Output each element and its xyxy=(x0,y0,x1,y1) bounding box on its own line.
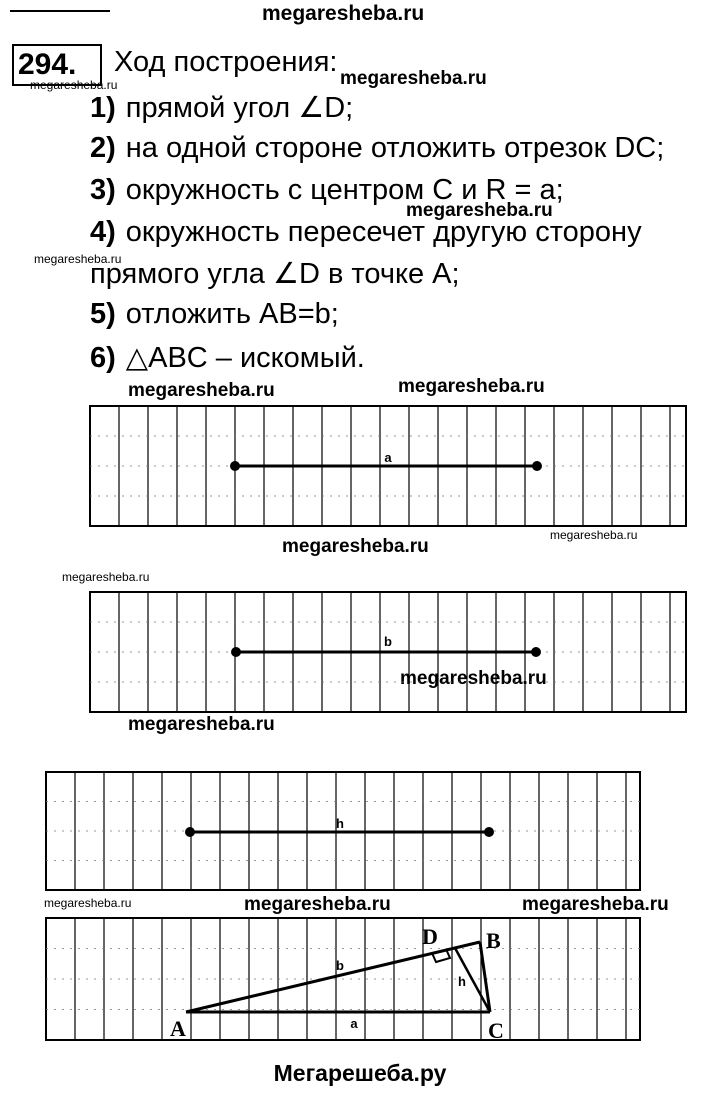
watermark: megaresheba.ru xyxy=(34,252,122,266)
grid-panel-4 xyxy=(46,918,640,1040)
watermark: megaresheba.ru xyxy=(398,376,545,397)
height-h-label: h xyxy=(458,974,466,989)
segment-a-label: a xyxy=(384,450,392,465)
watermark: megaresheba.ru xyxy=(128,380,275,401)
vertex-b-label: B xyxy=(486,928,501,953)
step-3: 3) окружность с центром C и R = a; xyxy=(90,174,564,206)
footer-brand: Мегарешеба.ру xyxy=(273,1060,447,1086)
vertex-d-label: D xyxy=(422,924,438,949)
watermark: megaresheba.ru xyxy=(406,200,553,221)
segment-b-endpoint-right xyxy=(531,647,541,657)
side-a-label: a xyxy=(350,1016,358,1031)
task-number: 294. xyxy=(12,44,102,86)
watermark: megaresheba.ru xyxy=(244,894,391,915)
segment-b-endpoint-left xyxy=(231,647,241,657)
watermark: megaresheba.ru xyxy=(30,78,118,92)
step-4: 4) окружность пересечет другую сторону xyxy=(90,216,642,248)
watermark: megaresheba.ru xyxy=(550,528,638,542)
watermark: megaresheba.ru xyxy=(62,570,150,584)
watermark: megaresheba.ru xyxy=(282,536,429,557)
vertex-c-label: C xyxy=(488,1018,504,1043)
side-b-label: b xyxy=(336,958,344,973)
step-1: 1) прямой угол ∠D; xyxy=(90,92,354,124)
side-ab xyxy=(186,942,480,1012)
segment-h-endpoint-left xyxy=(185,827,195,837)
step-6: 6) △ABC – искомый. xyxy=(90,342,365,374)
step-4-continuation: прямого угла ∠D в точке A; xyxy=(90,258,460,290)
watermark: megaresheba.ru xyxy=(128,714,275,735)
watermark: megaresheba.ru xyxy=(522,894,669,915)
segment-a-endpoint-right xyxy=(532,461,542,471)
step-5: 5) отложить AB=b; xyxy=(90,298,339,330)
watermark: megaresheba.ru xyxy=(400,668,547,689)
watermark: megaresheba.ru xyxy=(340,68,487,89)
step-2: 2) на одной стороне отложить отрезок DC; xyxy=(90,132,665,164)
segment-a-endpoint-left xyxy=(230,461,240,471)
watermark: megaresheba.ru xyxy=(44,896,132,910)
segment-h-endpoint-right xyxy=(484,827,494,837)
vertex-a-label: A xyxy=(170,1016,186,1041)
segment-b-label: b xyxy=(384,634,392,649)
watermark: megaresheba.ru xyxy=(262,2,425,25)
segment-h-label: h xyxy=(336,816,344,831)
task-header: Ход построения: xyxy=(114,46,338,78)
